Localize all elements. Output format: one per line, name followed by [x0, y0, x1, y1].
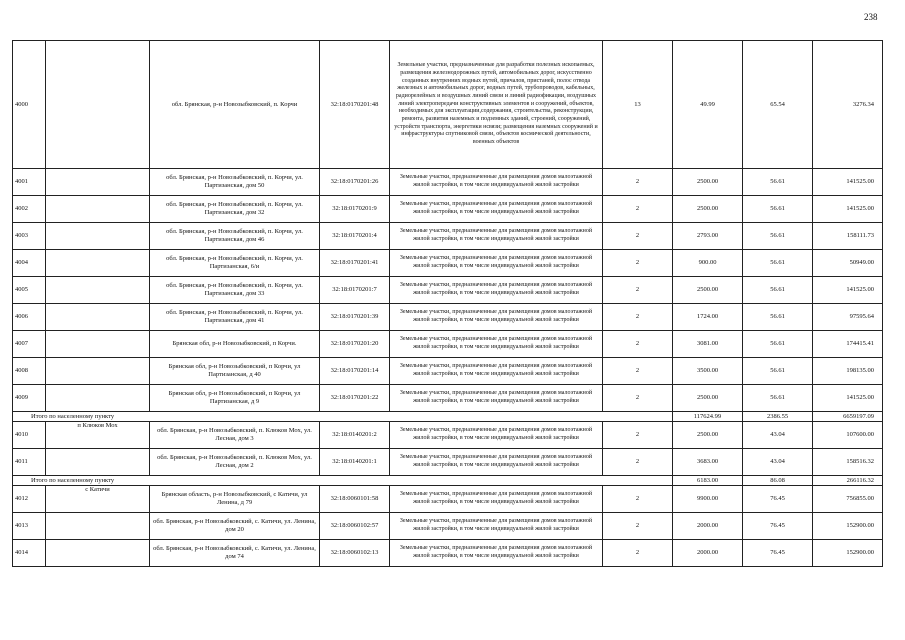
land-purpose: Земельные участки, предназначенные для размещения домов малоэтажной жилой застройки, в том числе индивидуальной жилой застройки: [390, 449, 603, 476]
rate-value: 76.45: [743, 513, 813, 540]
cadastral-value: 152900.00: [813, 513, 883, 540]
area-value: 2500.00: [673, 196, 743, 223]
address-cell: обл. Брянская, р-н Новозыбковский, с. Катичи, ул. Ленина, дом 74: [150, 540, 320, 567]
address-cell: обл. Брянская, р-н Новозыбковский, п. Корчи, ул. Партизанская, 6/и: [150, 250, 320, 277]
area-value: 2500.00: [673, 169, 743, 196]
rate-value: 76.45: [743, 486, 813, 513]
cadastral-number: 32:18:0140201:1: [320, 449, 390, 476]
cadastral-value: 152900.00: [813, 540, 883, 567]
cadastral-number: 32:18:0170201:20: [320, 331, 390, 358]
cadastral-value: 50949.00: [813, 250, 883, 277]
group-code: 2: [603, 304, 673, 331]
settlement-name: [46, 358, 150, 385]
settlement-name: [46, 513, 150, 540]
cadastral-value: 756855.00: [813, 486, 883, 513]
cadastral-number: 32:18:0170201:48: [320, 41, 390, 169]
area-value: 2500.00: [673, 277, 743, 304]
area-value: 2500.00: [673, 422, 743, 449]
row-number: 4002: [13, 196, 46, 223]
cadastral-number: 32:18:0170201:22: [320, 385, 390, 412]
settlement-name: [46, 277, 150, 304]
area-value: 2000.00: [673, 513, 743, 540]
table-row: [13, 449, 883, 476]
subtotal-row: [13, 412, 883, 422]
row-number: 4001: [13, 169, 46, 196]
cadastral-number: 32:18:0060101:58: [320, 486, 390, 513]
group-code: 2: [603, 385, 673, 412]
group-code: 2: [603, 422, 673, 449]
rate-value: 56.61: [743, 358, 813, 385]
row-number: 4012: [13, 486, 46, 513]
table-row: [13, 169, 883, 196]
rate-value: 43.04: [743, 449, 813, 476]
settlement-name: с Катичи: [46, 486, 150, 513]
address-cell: обл. Брянская, р-н Новозыбковский, п. Корчи, ул. Партизанская, дом 33: [150, 277, 320, 304]
cadastral-number: 32:18:0140201:2: [320, 422, 390, 449]
area-value: 3500.00: [673, 358, 743, 385]
land-purpose: Земельные участки, предназначенные для размещения домов малоэтажной жилой застройки, в том числе индивидуальной жилой застройки: [390, 540, 603, 567]
land-purpose: Земельные участки, предназначенные для размещения домов малоэтажной жилой застройки, в том числе индивидуальной жилой застройки: [390, 169, 603, 196]
group-code: 2: [603, 331, 673, 358]
settlement-name: [46, 304, 150, 331]
cadastral-number: 32:18:0060102:13: [320, 540, 390, 567]
settlement-name: [46, 41, 150, 169]
group-code: 2: [603, 513, 673, 540]
rate-value: 56.61: [743, 385, 813, 412]
group-code: 2: [603, 169, 673, 196]
address-cell: обл. Брянская, р-н Новозыбковский, п. Клюков Мох, ул. Лесная, дом 2: [150, 449, 320, 476]
table-row: [13, 196, 883, 223]
address-cell: обл. Брянская, р-н Новозыбковский, п. Корчи, ул. Партизанская, дом 32: [150, 196, 320, 223]
table-row: [13, 540, 883, 567]
settlement-name: п Клюков Мох: [46, 422, 150, 449]
row-number: 4005: [13, 277, 46, 304]
settlement-name: [46, 331, 150, 358]
table-row: [13, 304, 883, 331]
row-number: 4008: [13, 358, 46, 385]
rate-value: 43.04: [743, 422, 813, 449]
area-value: 900.00: [673, 250, 743, 277]
settlement-name: [46, 250, 150, 277]
row-number: 4004: [13, 250, 46, 277]
group-code: 2: [603, 223, 673, 250]
row-number: 4011: [13, 449, 46, 476]
cadastral-number: 32:18:0060102:57: [320, 513, 390, 540]
group-code: 2: [603, 358, 673, 385]
row-number: 4003: [13, 223, 46, 250]
subtotal-row: [13, 476, 883, 486]
land-purpose: Земельные участки, предназначенные для размещения домов малоэтажной жилой застройки, в том числе индивидуальной жилой застройки: [390, 223, 603, 250]
land-purpose: Земельные участки, предназначенные для размещения домов малоэтажной жилой застройки, в том числе индивидуальной жилой застройки: [390, 196, 603, 223]
rate-value: 56.61: [743, 196, 813, 223]
row-number: 4010: [13, 422, 46, 449]
cadastral-number: 32:18:0170201:14: [320, 358, 390, 385]
row-number: 4013: [13, 513, 46, 540]
cadastral-number: 32:18:0170201:41: [320, 250, 390, 277]
row-number: 4009: [13, 385, 46, 412]
cadastral-value: 3276.34: [813, 41, 883, 169]
area-value: 1724.00: [673, 304, 743, 331]
subtotal-value: 266116.32: [813, 476, 883, 486]
land-purpose: Земельные участки, предназначенные для размещения домов малоэтажной жилой застройки, в том числе индивидуальной жилой застройки: [390, 358, 603, 385]
address-cell: Брянская обл, р-н Новозыбковский, п Корчи, ул Партизанская, д 9: [150, 385, 320, 412]
area-value: 2500.00: [673, 385, 743, 412]
rate-value: 56.61: [743, 169, 813, 196]
address-cell: обл. Брянская, р-н Новозыбковский, п. Корчи: [150, 41, 320, 169]
settlement-name: [46, 385, 150, 412]
cadastral-number: 32:18:0170201:4: [320, 223, 390, 250]
address-cell: Брянская обл, р-н Новозыбковский, п Корчи, ул Партизанская, д 40: [150, 358, 320, 385]
settlement-name: [46, 196, 150, 223]
land-purpose: Земельные участки, предназначенные для размещения домов малоэтажной жилой застройки, в том числе индивидуальной жилой застройки: [390, 277, 603, 304]
land-purpose: Земельные участки, предназначенные для размещения домов малоэтажной жилой застройки, в том числе индивидуальной жилой застройки: [390, 422, 603, 449]
rate-value: 65.54: [743, 41, 813, 169]
subtotal-value: 6659197.09: [813, 412, 883, 422]
subtotal-area: 6183.00: [673, 476, 743, 486]
cadastral-value: 141525.00: [813, 169, 883, 196]
group-code: 2: [603, 196, 673, 223]
group-code: 13: [603, 41, 673, 169]
address-cell: обл. Брянская, р-н Новозыбковский, п. Корчи, ул. Партизанская, дом 46: [150, 223, 320, 250]
land-purpose: Земельные участки, предназначенные для размещения домов малоэтажной жилой застройки, в том числе индивидуальной жилой застройки: [390, 304, 603, 331]
row-number: 4006: [13, 304, 46, 331]
area-value: 3683.00: [673, 449, 743, 476]
area-value: 49.99: [673, 41, 743, 169]
cadastral-value: 158516.32: [813, 449, 883, 476]
table-row: [13, 422, 883, 449]
rate-value: 56.61: [743, 304, 813, 331]
land-plots-table: [12, 40, 883, 567]
cadastral-value: 141525.00: [813, 277, 883, 304]
rate-value: 56.61: [743, 277, 813, 304]
land-purpose: Земельные участки, предназначенные для размещения домов малоэтажной жилой застройки, в том числе индивидуальной жилой застройки: [390, 513, 603, 540]
cadastral-value: 107600.00: [813, 422, 883, 449]
address-cell: Брянская обл, р-н Новозыбковский, п Корчи.: [150, 331, 320, 358]
row-number: 4007: [13, 331, 46, 358]
cadastral-value: 198135.00: [813, 358, 883, 385]
land-purpose: Земельные участки, предназначенные для размещения домов малоэтажной жилой застройки, в том числе индивидуальной жилой застройки: [390, 331, 603, 358]
table-row: [13, 250, 883, 277]
address-cell: обл. Брянская, р-н Новозыбковский, п. Корчи, ул. Партизанская, дом 50: [150, 169, 320, 196]
row-number: 4014: [13, 540, 46, 567]
address-cell: обл. Брянская, р-н Новозыбковский, с. Катичи, ул. Ленина, дом 20: [150, 513, 320, 540]
table-row: [13, 41, 883, 169]
area-value: 2000.00: [673, 540, 743, 567]
land-purpose: Земельные участки, предназначенные для размещения домов малоэтажной жилой застройки, в том числе индивидуальной жилой застройки: [390, 250, 603, 277]
cadastral-value: 141525.00: [813, 196, 883, 223]
table-row: [13, 513, 883, 540]
cadastral-number: 32:18:0170201:26: [320, 169, 390, 196]
area-value: 3081.00: [673, 331, 743, 358]
settlement-name: [46, 169, 150, 196]
rate-value: 76.45: [743, 540, 813, 567]
area-value: 2793.00: [673, 223, 743, 250]
group-code: 2: [603, 486, 673, 513]
group-code: 2: [603, 277, 673, 304]
subtotal-rate: 2386.55: [743, 412, 813, 422]
land-purpose: Земельные участки, предназначенные для разработки полезных ископаемых, размещения железнодорожных путей, автомобильных дорог, искусственно созданных внутренних водных путей, причалов, пристаней, полос отвода железных и автомобильных дорог, водных путей, трубопроводов, кабельных, радиорелейных и воздушных линий связи и линий радиофикации, воздушных линий электропередачи конструктивных элементов и сооружений, объектов, необходимых для эксплуатации,содержания, строительства, реконструкции, ремонта, развития наземных и подземных зданий, строений, сооружений, устройств транспорта, энергетики нсвязи; размещения наземных сооружений и инфраструктуры спутниковой связи, объектов космической деятельности, военных объектов: [390, 41, 603, 169]
table-row: [13, 486, 883, 513]
address-cell: обл. Брянская, р-н Новозыбковский, п. Клюков Мох, ул. Лесная, дом 3: [150, 422, 320, 449]
area-value: 9900.00: [673, 486, 743, 513]
settlement-name: [46, 223, 150, 250]
subtotal-rate: 86.08: [743, 476, 813, 486]
rate-value: 56.61: [743, 223, 813, 250]
group-code: 2: [603, 540, 673, 567]
table-row: [13, 223, 883, 250]
rate-value: 56.61: [743, 331, 813, 358]
group-code: 2: [603, 449, 673, 476]
cadastral-number: 32:18:0170201:9: [320, 196, 390, 223]
address-cell: обл. Брянская, р-н Новозыбковский, п. Корчи, ул. Партизанская, дом 41: [150, 304, 320, 331]
group-code: 2: [603, 250, 673, 277]
subtotal-label: Итого по населенному пункту: [13, 412, 673, 422]
table-row: [13, 331, 883, 358]
table-row: [13, 385, 883, 412]
settlement-name: [46, 449, 150, 476]
row-number: 4000: [13, 41, 46, 169]
cadastral-value: 141525.00: [813, 385, 883, 412]
cadastral-value: 174415.41: [813, 331, 883, 358]
rate-value: 56.61: [743, 250, 813, 277]
table-row: [13, 277, 883, 304]
cadastral-number: 32:18:0170201:7: [320, 277, 390, 304]
address-cell: Брянская область, р-н Новозыбковский, с Катичи, ул Ленина, д 79: [150, 486, 320, 513]
cadastral-value: 158111.73: [813, 223, 883, 250]
cadastral-value: 97595.64: [813, 304, 883, 331]
land-purpose: Земельные участки, предназначенные для размещения домов малоэтажной жилой застройки, в том числе индивидуальной жилой застройки: [390, 486, 603, 513]
settlement-name: [46, 540, 150, 567]
page-number: 238: [864, 12, 878, 22]
land-purpose: Земельные участки, предназначенные для размещения домов малоэтажной жилой застройки, в том числе индивидуальной жилой застройки: [390, 385, 603, 412]
table-row: [13, 358, 883, 385]
subtotal-area: 117624.99: [673, 412, 743, 422]
cadastral-number: 32:18:0170201:39: [320, 304, 390, 331]
subtotal-label: Итого по населенному пункту: [13, 476, 673, 486]
